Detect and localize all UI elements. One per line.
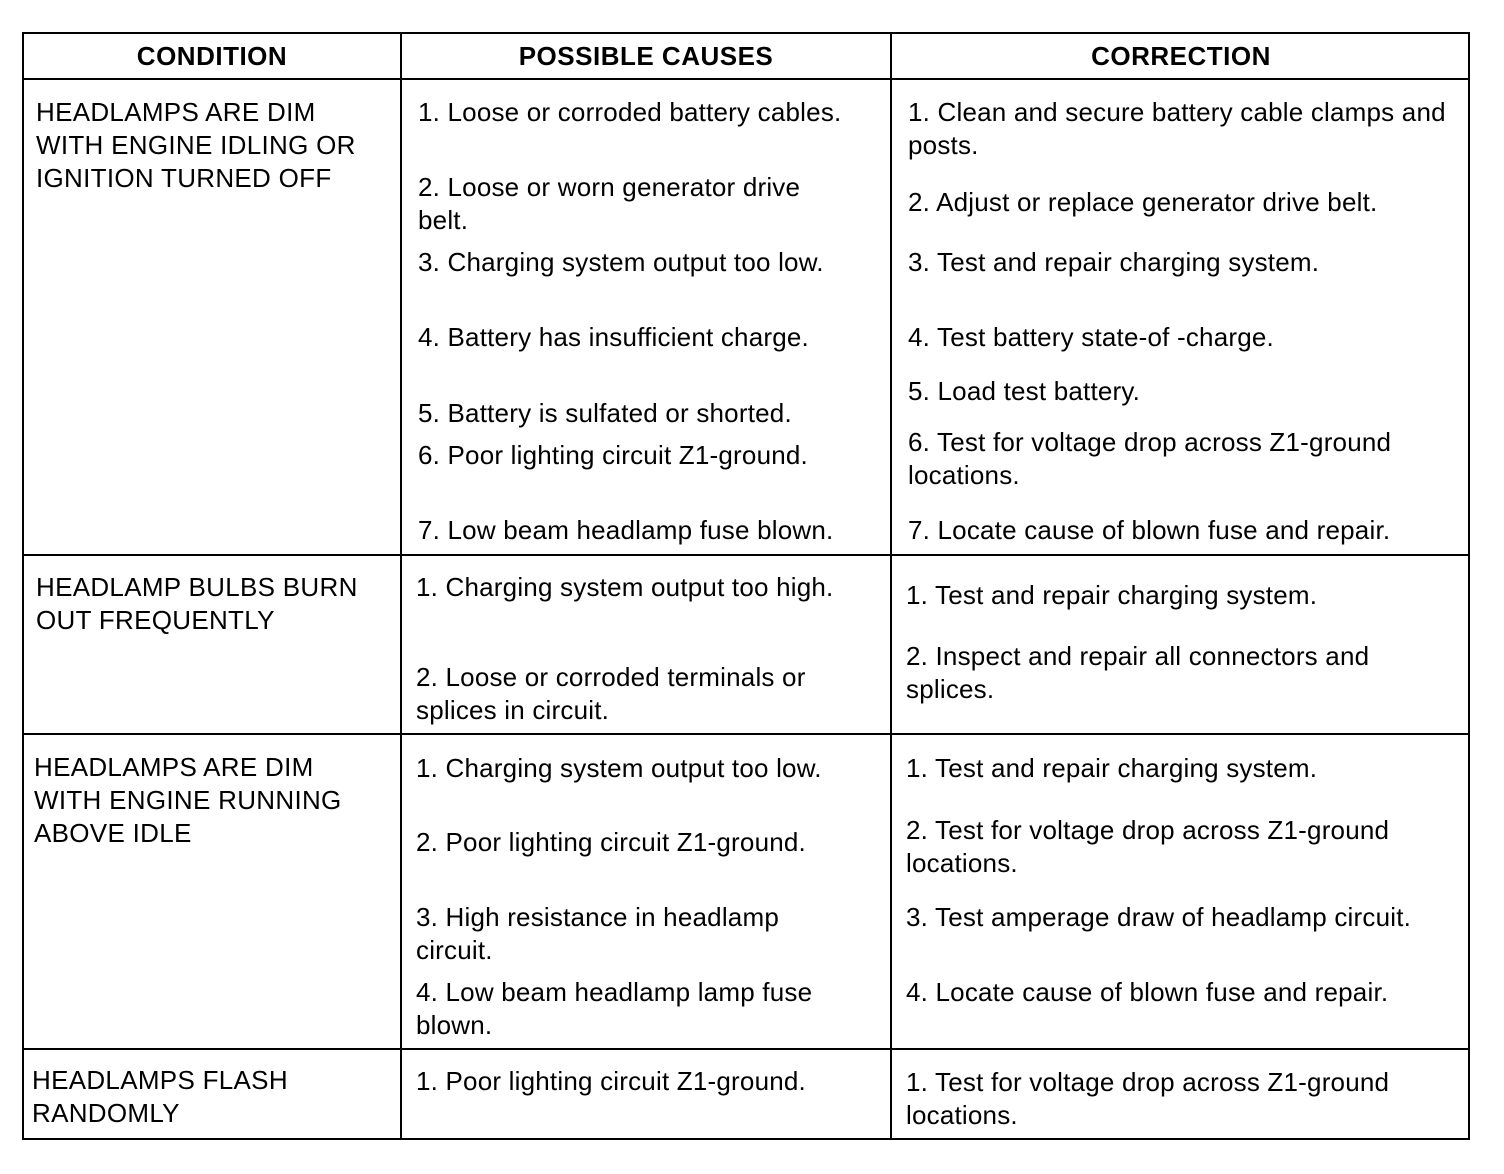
correction-item: 4. Locate cause of blown fuse and repair.	[906, 977, 1389, 1007]
row-divider	[24, 554, 1468, 556]
cause-item: 1. Charging system output too high.	[416, 572, 834, 602]
correction-item: 1. Clean and secure battery cable clamps and posts.	[908, 97, 1446, 160]
correction-item: 2. Adjust or replace generator drive belt.	[908, 187, 1378, 217]
cause-item: 4. Low beam headlamp lamp fuse blown.	[416, 977, 813, 1040]
correction-item: 3. Test and repair charging system.	[908, 247, 1320, 277]
cause-item: 7. Low beam headlamp fuse blown.	[418, 515, 834, 545]
correction-item: 1. Test for voltage drop across Z1-ground locations.	[906, 1067, 1390, 1130]
cause-item: 5. Battery is sulfated or shorted.	[418, 398, 792, 428]
correction-item: 6. Test for voltage drop across Z1-ground locations.	[908, 427, 1392, 490]
cause-item: 2. Poor lighting circuit Z1-ground.	[416, 827, 806, 857]
correction-item: 3. Test amperage draw of headlamp circuit.	[906, 902, 1412, 932]
column-divider	[890, 34, 892, 1138]
cause-item: 6. Poor lighting circuit Z1-ground.	[418, 440, 808, 470]
cause-item: 4. Battery has insufficient charge.	[418, 322, 809, 352]
cause-item: 1. Poor lighting circuit Z1-ground.	[416, 1066, 806, 1096]
header-possible-causes: POSSIBLE CAUSES	[518, 40, 774, 71]
row-divider	[24, 78, 1468, 80]
header-correction: CORRECTION	[1091, 40, 1271, 71]
header-condition: CONDITION	[136, 40, 288, 71]
correction-item: 2. Test for voltage drop across Z1-ground locations.	[906, 815, 1390, 878]
condition-cell: HEADLAMPS FLASH RANDOMLY	[32, 1065, 288, 1128]
correction-item: 5. Load test battery.	[908, 376, 1141, 406]
correction-item: 2. Inspect and repair all connectors and splices.	[906, 641, 1370, 704]
cause-item: 1. Loose or corroded battery cables.	[418, 97, 842, 127]
row-divider	[24, 733, 1468, 735]
cause-item: 2. Loose or worn generator drive belt.	[418, 172, 801, 235]
column-divider	[400, 34, 402, 1138]
cause-item: 2. Loose or corroded terminals or splices in circuit.	[416, 662, 806, 725]
condition-cell: HEADLAMPS ARE DIM WITH ENGINE RUNNING ABOVE IDLE	[34, 752, 342, 848]
correction-item: 7. Locate cause of blown fuse and repair.	[908, 515, 1391, 545]
cause-item: 1. Charging system output too low.	[416, 753, 822, 783]
cause-item: 3. High resistance in headlamp circuit.	[416, 902, 779, 965]
row-divider	[24, 1048, 1468, 1050]
condition-cell: HEADLAMPS ARE DIM WITH ENGINE IDLING OR IGNITION TURNED OFF	[36, 97, 356, 193]
correction-item: 1. Test and repair charging system.	[906, 580, 1318, 610]
correction-item: 1. Test and repair charging system.	[906, 753, 1318, 783]
correction-item: 4. Test battery state-of -charge.	[908, 322, 1274, 352]
cause-item: 3. Charging system output too low.	[418, 247, 824, 277]
condition-cell: HEADLAMP BULBS BURN OUT FREQUENTLY	[36, 572, 358, 635]
diagnosis-table	[22, 32, 1470, 1140]
